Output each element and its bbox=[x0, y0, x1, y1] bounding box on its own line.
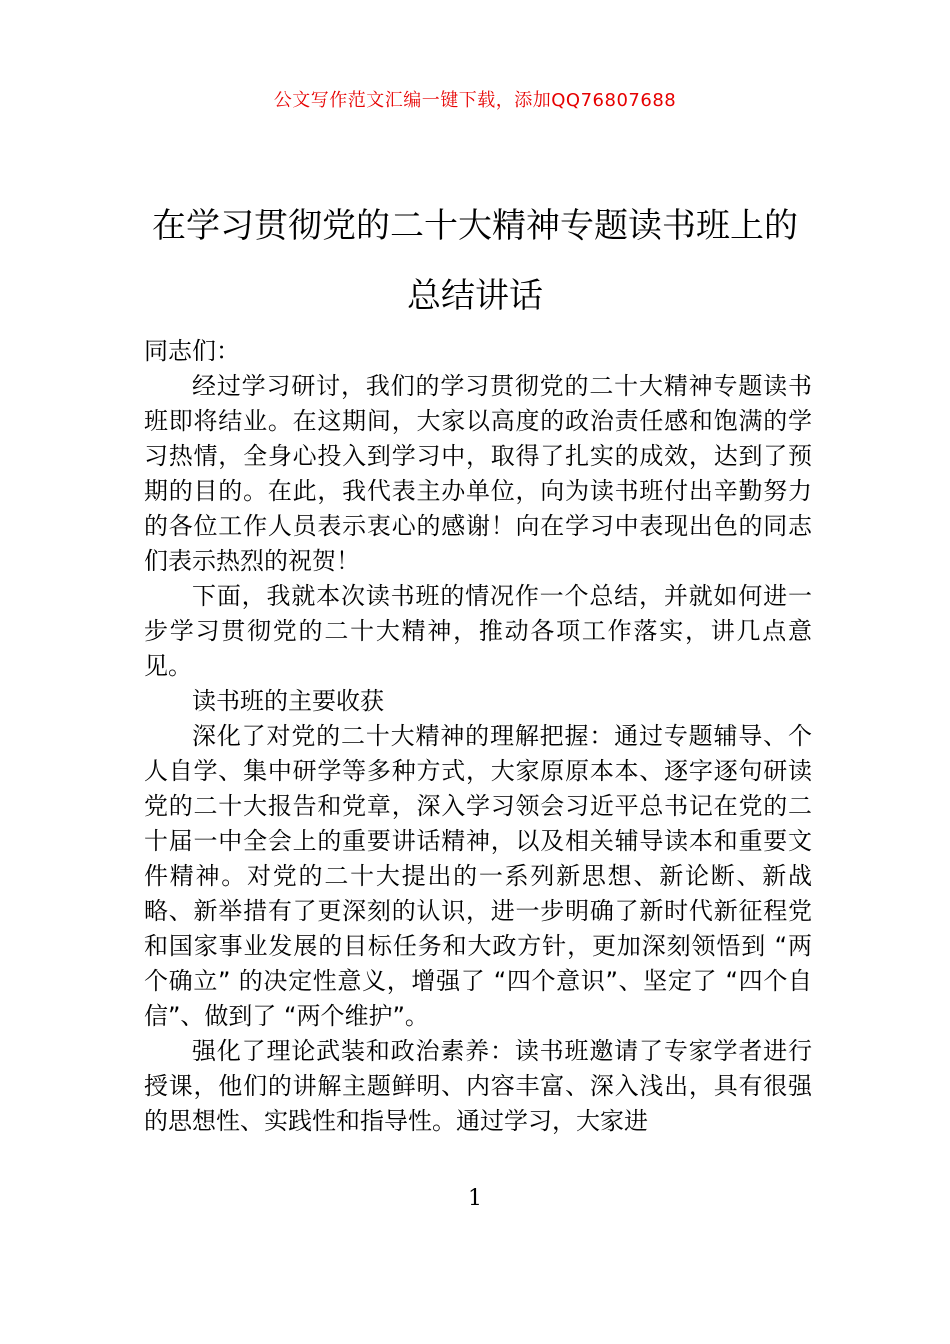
paragraph-strengthened-theory: 强化了理论武装和政治素养：读书班邀请了专家学者进行授课，他们的讲解主题鲜明、内容丰富、深入浅出，具有很强的思想性、实践性和指导性。通过学习，大家进 bbox=[144, 1037, 812, 1135]
document-title: 在学习贯彻党的二十大精神专题读书班上的总结讲话 bbox=[152, 205, 798, 316]
paragraph-overview: 下面，我就本次读书班的情况作一个总结，并就如何进一步学习贯彻党的二十大精神，推动各项工作落实，讲几点意见。 bbox=[144, 582, 812, 680]
page-number: 1 bbox=[468, 1186, 482, 1211]
section-heading-main-gains: 读书班的主要收获 bbox=[192, 687, 384, 715]
document-body bbox=[144, 334, 812, 1139]
salutation: 同志们： bbox=[144, 337, 240, 365]
paragraph-deepened-understanding: 深化了对党的二十大精神的理解把握：通过专题辅导、个人自学、集中研学等多种方式，大家原原本本、逐字逐句研读党的二十大报告和党章，深入学习领会习近平总书记在党的二十届一中全会上的重要讲话精神，以及相关辅导读本和重要文件精神。对党的二十大提出的一系列新思想、新论断、新战略、新举措有了更深刻的认识，进一步明确了新时代新征程党和国家事业发展的目标任务和大政方针，更加深刻领悟到 “两个确立” 的决定性意义，增强了 “四个意识”、坚定了 “四个自信”、做到了 “两个维护”。 bbox=[144, 722, 812, 1030]
header-watermark-text: 公文写作范文汇编一键下载，添加QQ76807688 bbox=[273, 90, 677, 111]
paragraph-intro: 经过学习研讨，我们的学习贯彻党的二十大精神专题读书班即将结业。在这期间，大家以高度的政治责任感和饱满的学习热情，全身心投入到学习中，取得了扎实的成效，达到了预期的目的。在此，我代表主办单位，向为读书班付出辛勤努力的各位工作人员表示衷心的感谢！向在学习中表现出色的同志们表示热烈的祝贺！ bbox=[144, 372, 812, 575]
